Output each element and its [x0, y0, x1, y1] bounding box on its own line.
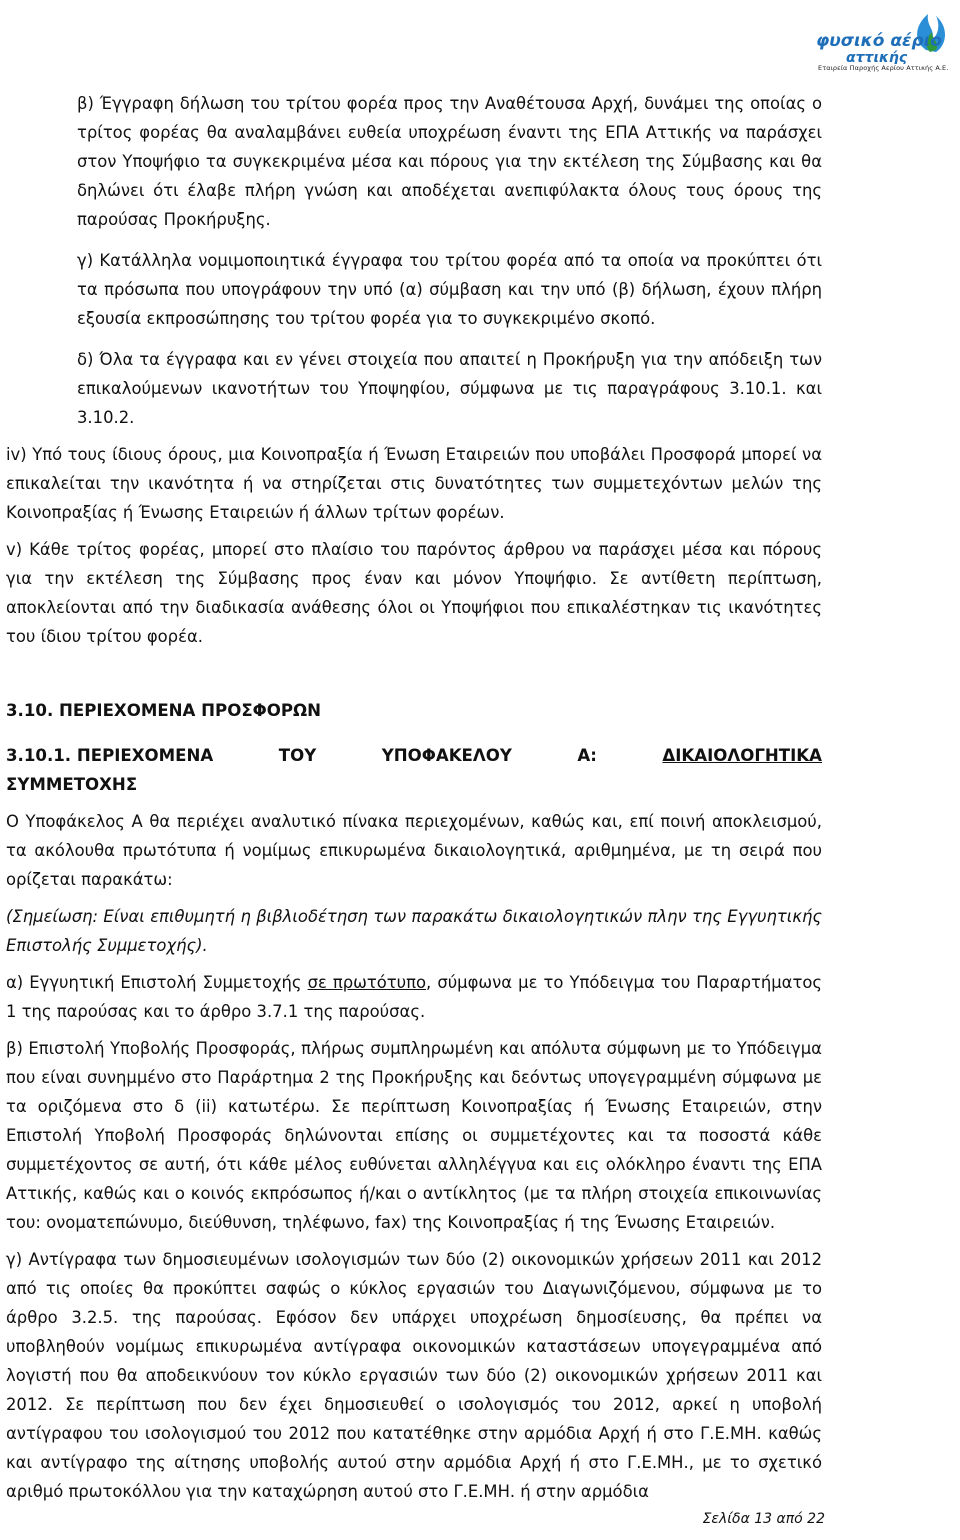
document-body	[0, 89, 960, 1506]
subsection-heading-num: 3.10.1. ΠΕΡΙΕΧΟΜΕΝΑ	[6, 746, 214, 765]
subsection-heading-a: Α:	[577, 746, 597, 765]
item-c-paragraph: γ) Αντίγραφα των δημοσιευμένων ισολογισμών των δύο (2) οικονομικών χρήσεων 2011 και 2012 από τις οποίες θα προκύπτει σαφώς ο κύκλος εργασιών του Διαγωνιζόμενου, σύμφωνα με το άρθρο 3.2.5. της παρούσας. Εφόσον δεν υπάρχει υποχρέωση δημοσίευσης, θα πρέπει να υποβληθούν νομίμως επικυρωμένα αντίγραφα οικονομικών καταστάσεων υπογεγραμμένα από λογιστή που θα αποδεικνύουν τον κύκλο εργασιών των δύο (2) οικονομικών χρήσεων 2011 και 2012. Σε περίπτωση που δεν έχει δημοσιευθεί ο ισολογισμός του 2012, αρκεί η υποβολή αντίγραφου του ισολογισμού του 2012 που κατατέθηκε στην αρμόδια Αρχή ή στο Γ.Ε.ΜΗ. καθώς και αντίγραφο της αίτησης υποβολής αυτού στην αρμόδια Αρχή ή στο Γ.Ε.ΜΗ., με το σχετικό αριθμό πρωτοκόλλου για την καταχώρηση αυτού στο Γ.Ε.ΜΗ. ή στην αρμόδια	[6, 1250, 822, 1501]
paragraph-c: γ) Κατάλληλα νομιμοποιητικά έγγραφα του τρίτου φορέα από τα οποία να προκύπτει ότι τα πρόσωπα που υπογράφουν την υπό (α) σύμβαση και την υπό (β) δήλωση, έχουν πλήρη εξουσία εκπροσώπησης του τρίτου φορέα για το συγκεκριμένο σκοπό.	[77, 251, 822, 328]
subsection-heading-ypofakelou: ΥΠΟΦΑΚΕΛΟΥ	[381, 746, 512, 765]
logo-line2: αττικής	[846, 50, 908, 64]
note-paragraph: (Σημείωση: Είναι επιθυμητή η βιβλιοδέτηση των παρακάτω δικαιολογητικών πλην της Εγγυητικής Επιστολής Συμμετοχής).	[6, 907, 822, 955]
flame-logo-icon	[808, 4, 958, 64]
subsection-heading-dikaio: ΔΙΚΑΙΟΛΟΓΗΤΙΚΑ	[662, 746, 822, 765]
subsection-heading-tou: ΤΟΥ	[278, 746, 317, 765]
item-a-text-end: , σύμφωνα με το Υπόδειγμα του Παραρτήματος 1 της παρούσας και το άρθρο 3.7.1 της παρούσας.	[6, 973, 822, 1021]
paragraph-iv: iv) Υπό τους ίδιους όρους, μια Κοινοπραξία ή Ένωση Εταιρειών που υποβάλει Προσφορά μπορεί να επικαλείται την ικανότητα ή να στηρίζεται στις δυνατότητες των συμμετεχόντων μελών της Κοινοπραξίας ή Ένωσης Εταιρειών ή άλλων τρίτων φορέων.	[6, 445, 822, 522]
page-number: Σελίδα 13 από 22	[702, 1511, 825, 1527]
item-a-text: α) Εγγυητική Επιστολή Συμμετοχής	[6, 973, 308, 992]
intro-paragraph: Ο Υποφάκελος Α θα περιέχει αναλυτικό πίνακα περιεχομένων, καθώς και, επί ποινή αποκλεισμού, τα ακόλουθα πρωτότυπα ή νομίμως επικυρωμένα δικαιολογητικά, αριθμημένα, με τη σειρά που ορίζεται παρακάτω:	[6, 812, 822, 889]
item-a-underlined: σε πρωτότυπο	[307, 973, 427, 992]
section-heading: 3.10. ΠΕΡΙΕΧΟΜΕΝΑ ΠΡΟΣΦΟΡΩΝ	[6, 701, 322, 720]
logo-line1: φυσικό αέριο	[816, 31, 942, 51]
subsection-heading-line2: ΣΥΜΜΕΤΟΧΗΣ	[6, 775, 138, 794]
logo-subtitle: Εταιρεία Παροχής Αερίου Αττικής Α.Ε.	[818, 64, 949, 72]
company-logo	[808, 4, 958, 86]
subsection-heading	[0, 741, 822, 799]
paragraph-v: v) Κάθε τρίτος φορέας, μπορεί στο πλαίσιο του παρόντος άρθρου να παράσχει μέσα και πόρους για την εκτέλεση της Σύμβασης προς έναν και μόνον Υποψήφιο. Σε αντίθετη περίπτωση, αποκλείονται από την διαδικασία ανάθεσης όλοι οι Υποψήφιοι που επικαλέστηκαν τις ικανότητες του ίδιου τρίτου φορέα.	[6, 540, 822, 646]
paragraph-b: β) Έγγραφη δήλωση του τρίτου φορέα προς την Αναθέτουσα Αρχή, δυνάμει της οποίας ο τρίτος φορέας θα αναλαμβάνει ευθεία υποχρέωση έναντι της ΕΠΑ Αττικής να παράσχει στον Υποψήφιο τα συγκεκριμένα μέσα και πόρους για την εκτέλεση της Σύμβασης και θα δηλώνει ότι έλαβε πλήρη γνώση και αποδέχεται ανεπιφύλακτα όλους τους όρους της παρούσας Προκήρυξης.	[77, 94, 822, 229]
paragraph-d: δ) Όλα τα έγγραφα και εν γένει στοιχεία που απαιτεί η Προκήρυξη για την απόδειξη των επικαλούμενων ικανοτήτων του Υποψηφίου, σύμφωνα με τις παραγράφους 3.10.1. και 3.10.2.	[77, 350, 822, 427]
item-b-paragraph: β) Επιστολή Υποβολής Προσφοράς, πλήρως συμπληρωμένη και απόλυτα σύμφωνη με το Υπόδειγμα που είναι συνημμένο στο Παράρτημα 2 της Προκήρυξης και δεόντως υπογεγραμμένη σύμφωνα με τα οριζόμενα στο δ (ii) κατωτέρω. Σε περίπτωση Κοινοπραξίας ή Ένωσης Εταιρειών, στην Επιστολή Υποβολή Προσφοράς δηλώνονται επίσης οι συμμετέχοντες και τα ποσοστά κάθε συμμετέχοντος σε αυτή, ότι κάθε μέλος ευθύνεται αλληλέγγυα και εις ολόκληρο έναντι της ΕΠΑ Αττικής, καθώς και ο κοινός εκπρόσωπος ή/και ο αντίκλητος (με τα πλήρη στοιχεία επικοινωνίας του: ονοματεπώνυμο, διεύθυνση, τηλέφωνο, fax) της Κοινοπραξίας ή της Ένωσης Εταιρειών.	[6, 1039, 822, 1232]
item-a-paragraph	[0, 968, 822, 1026]
